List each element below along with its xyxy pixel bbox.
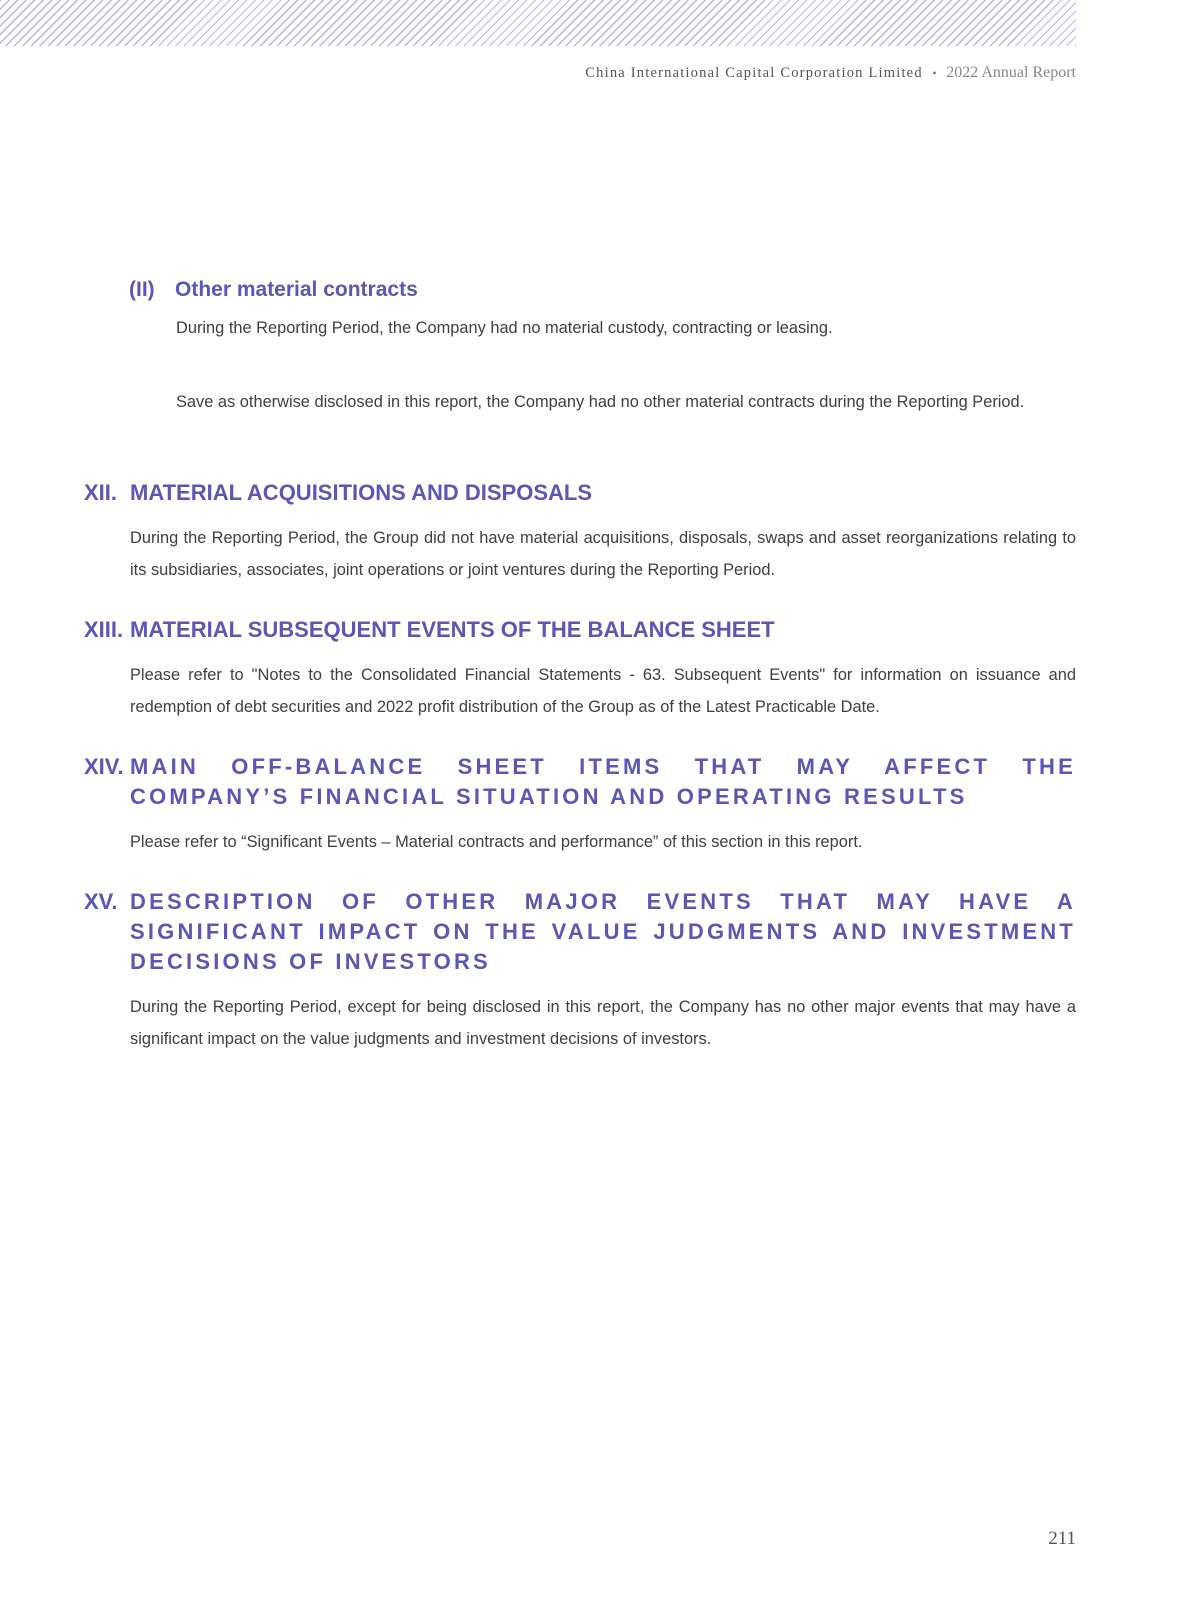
subsection-ii-paragraph-2: Save as otherwise disclosed in this report, the Company had no other material contracts during the Reporting Period.	[176, 393, 1025, 411]
header-separator: •	[932, 66, 937, 80]
section-number: XII.	[84, 480, 118, 505]
running-header	[585, 64, 1076, 82]
section-xii-body: During the Reporting Period, the Group did not have material acquisitions, disposals, swaps and asset reorganizations relating to its subsidiaries, associates, joint operations or joint ventures during the Reporting Period.	[130, 529, 1076, 579]
header-report-title: 2022 Annual Report	[946, 64, 1076, 81]
section-heading-xiii	[84, 615, 1076, 645]
section-number: XV.	[84, 889, 118, 914]
subsection-title: Other material contracts	[175, 278, 418, 301]
section-heading-xiv	[84, 752, 1076, 812]
subsection-number: (II)	[129, 278, 155, 301]
section-xiv-body: Please refer to “Significant Events – Material contracts and performance” of this section in this report.	[130, 833, 863, 851]
section-xv-body: During the Reporting Period, except for being disclosed in this report, the Company has no other major events that may have a significant impact on the value judgments and investment decisions of investors.	[130, 998, 1076, 1048]
section-number: XIII.	[84, 617, 124, 642]
section-title: MAIN OFF-BALANCE SHEET ITEMS THAT MAY AFFECT THE COMPANY’S FINANCIAL SITUATION AND OPERATING RESULTS	[130, 754, 1076, 809]
section-heading-xv	[84, 887, 1076, 977]
section-number: XIV.	[84, 754, 124, 779]
section-xiii-body: Please refer to "Notes to the Consolidated Financial Statements - 63. Subsequent Events" for information on issuance and redemption of debt securities and 2022 profit distribution of the Group as of the Latest Practicable Date.	[130, 666, 1076, 716]
decorative-hatch-band	[0, 0, 1076, 46]
subsection-heading-ii	[129, 278, 418, 302]
header-company-name: China International Capital Corporation Limited	[585, 65, 923, 81]
subsection-ii-paragraph-1: During the Reporting Period, the Company had no material custody, contracting or leasing.	[176, 319, 833, 337]
section-title: MATERIAL ACQUISITIONS AND DISPOSALS	[130, 480, 593, 505]
section-heading-xii	[84, 478, 1076, 508]
page-number: 211	[1048, 1528, 1076, 1549]
section-title: DESCRIPTION OF OTHER MAJOR EVENTS THAT MAY HAVE A SIGNIFICANT IMPACT ON THE VALUE JUDGMENTS AND INVESTMENT DECISIONS OF INVESTORS	[130, 889, 1076, 974]
section-title: MATERIAL SUBSEQUENT EVENTS OF THE BALANCE SHEET	[130, 617, 775, 642]
